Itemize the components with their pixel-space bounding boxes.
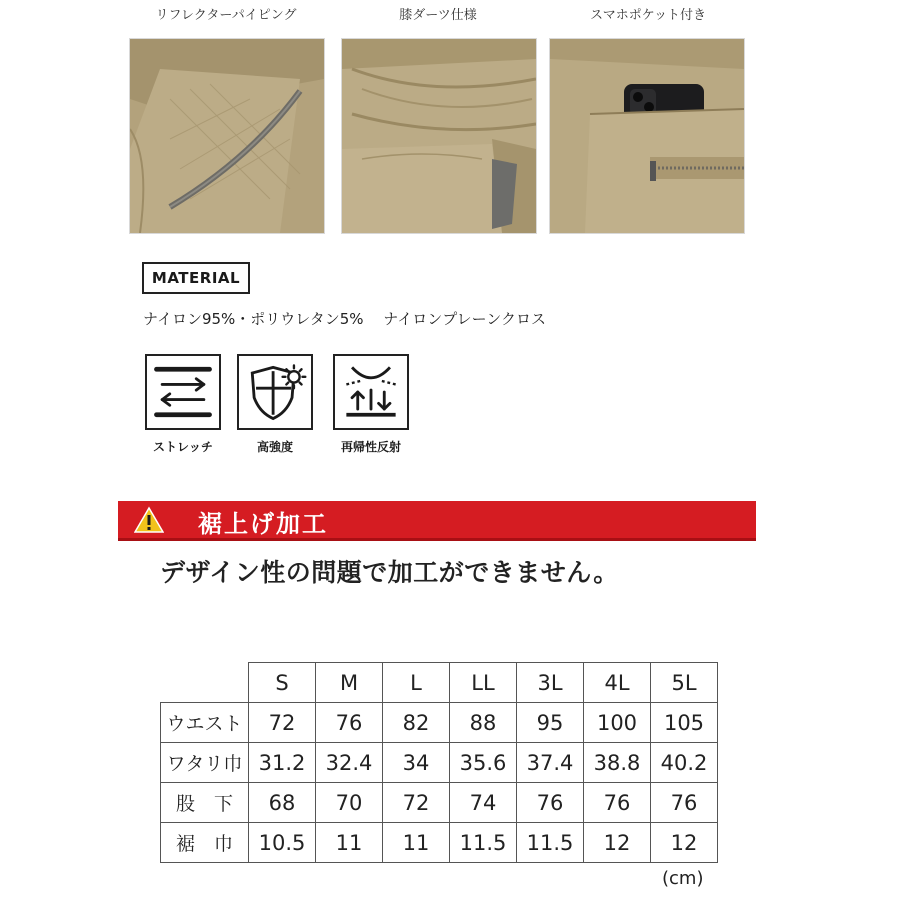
table-row <box>161 823 718 863</box>
size-col-header: M <box>316 663 383 703</box>
material-composition: ナイロン95%・ポリウレタン5% ナイロンプレーンクロス <box>143 310 547 328</box>
size-col-header: 4L <box>584 663 651 703</box>
size-col-header: 3L <box>517 663 584 703</box>
table-cell: 76 <box>651 783 718 823</box>
notice-message: デザイン性の問題で加工ができません。 <box>160 558 619 587</box>
table-cell: 100 <box>584 703 651 743</box>
table-cell: 72 <box>383 783 450 823</box>
table-cell: 76 <box>584 783 651 823</box>
unit-label: (cm) <box>662 868 704 889</box>
table-cell: 32.4 <box>316 743 383 783</box>
table-cell: 95 <box>517 703 584 743</box>
table-cell: 11.5 <box>450 823 517 863</box>
table-cell: 31.2 <box>249 743 316 783</box>
table-cell: 82 <box>383 703 450 743</box>
table-cell: 70 <box>316 783 383 823</box>
table-cell: 34 <box>383 743 450 783</box>
row-label: 裾 巾 <box>161 823 249 863</box>
table-cell: 40.2 <box>651 743 718 783</box>
table-cell: 11 <box>316 823 383 863</box>
table-row <box>161 703 718 743</box>
retroreflective-label: 再帰性反射 <box>340 440 401 454</box>
table-cell: 35.6 <box>450 743 517 783</box>
table-cell: 11 <box>383 823 450 863</box>
feature-label-knee-dart: 膝ダーツ仕様 <box>399 8 477 23</box>
knee-dart-photo <box>341 38 537 234</box>
notice-title: 裾上げ加工 <box>198 510 328 538</box>
table-cell: 88 <box>450 703 517 743</box>
table-corner <box>161 663 249 703</box>
stretch-label: ストレッチ <box>153 440 213 454</box>
table-cell: 12 <box>584 823 651 863</box>
size-col-header: 5L <box>651 663 718 703</box>
feature-label-reflector: リフレクターパイピング <box>155 8 297 23</box>
size-col-header: LL <box>450 663 517 703</box>
row-label: ワタリ巾 <box>161 743 249 783</box>
stretch-icon <box>145 354 221 430</box>
row-label: 股 下 <box>161 783 249 823</box>
material-badge: MATERIAL <box>142 262 250 294</box>
size-col-header: L <box>383 663 450 703</box>
table-cell: 76 <box>316 703 383 743</box>
retroreflective-icon <box>333 354 409 430</box>
table-cell: 72 <box>249 703 316 743</box>
smartphone-pocket-photo <box>549 38 745 234</box>
size-table <box>160 662 718 863</box>
warning-icon <box>134 506 164 534</box>
table-cell: 37.4 <box>517 743 584 783</box>
table-cell: 12 <box>651 823 718 863</box>
table-cell: 74 <box>450 783 517 823</box>
table-cell: 38.8 <box>584 743 651 783</box>
high-strength-label: 高強度 <box>256 440 293 454</box>
size-header-row <box>161 663 718 703</box>
high-strength-icon <box>237 354 313 430</box>
reflector-piping-photo <box>129 38 325 234</box>
row-label: ウエスト <box>161 703 249 743</box>
table-cell: 11.5 <box>517 823 584 863</box>
size-col-header: S <box>249 663 316 703</box>
table-cell: 10.5 <box>249 823 316 863</box>
hem-notice-bar <box>118 501 756 541</box>
table-row <box>161 743 718 783</box>
table-cell: 105 <box>651 703 718 743</box>
table-cell: 76 <box>517 783 584 823</box>
table-cell: 68 <box>249 783 316 823</box>
table-row <box>161 783 718 823</box>
feature-label-phone-pocket: スマホポケット付き <box>589 8 707 23</box>
